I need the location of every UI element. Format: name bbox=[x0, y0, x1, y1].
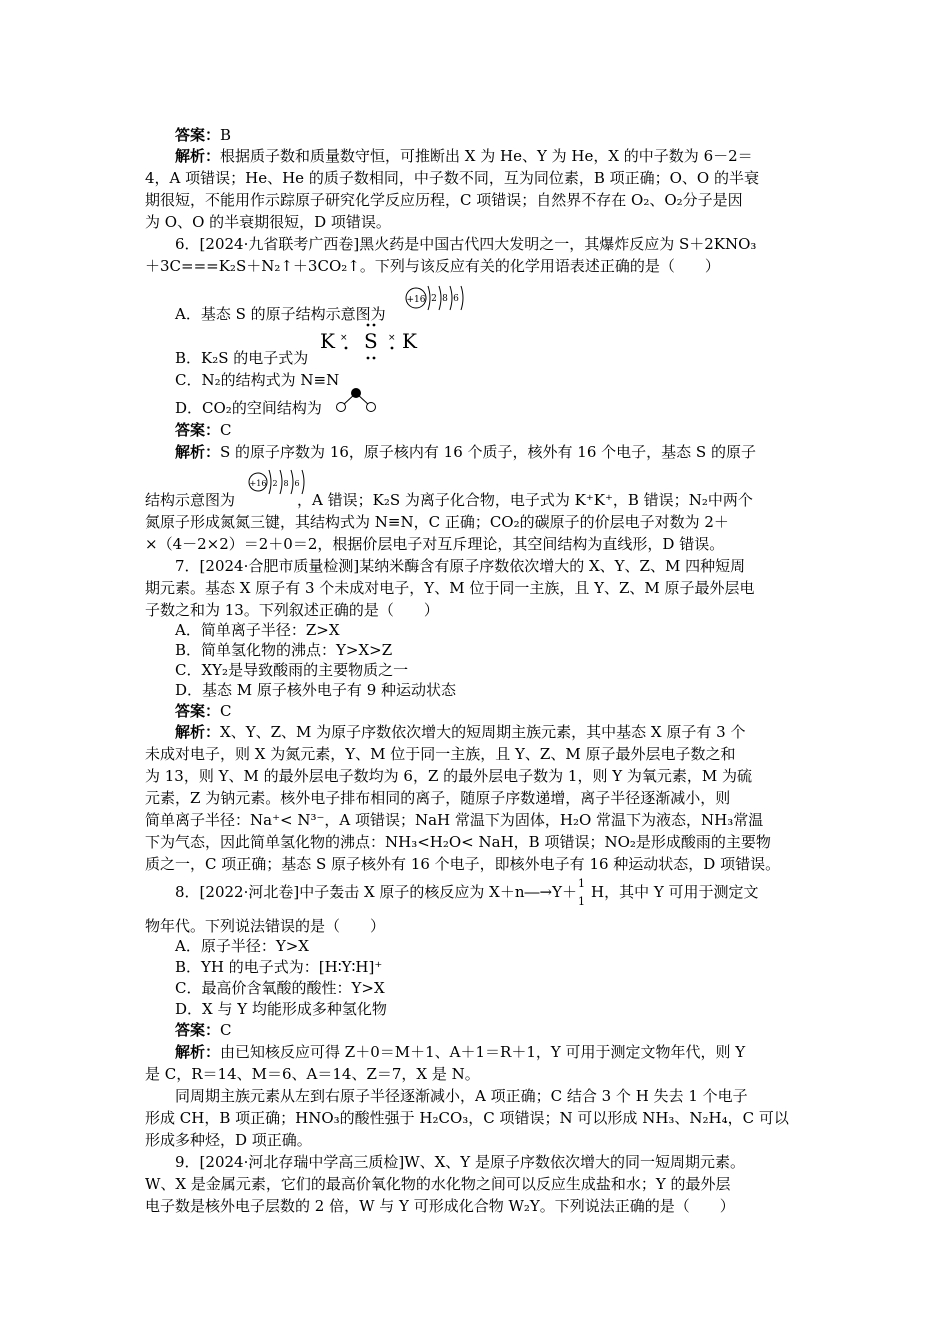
q7-option-d: D．基态 M 原子核外电子有 9 种运动状态 bbox=[175, 681, 457, 699]
q7-answer-label: 答案： bbox=[175, 702, 221, 720]
q5-analysis-line: 4，A 项错误；He、He 的质子数相同，中子数不同，互为同位素，B 项正确；O、O 的半衰 bbox=[145, 169, 759, 187]
q5-analysis-line: 为 O、O 的半衰期很短，D 项错误。 bbox=[145, 213, 391, 231]
q9-stem-line: 9．[2024·河北存瑞中学高三质检]W、X、Y 是原子序数依次增大的同一短周期元素。 bbox=[175, 1153, 745, 1171]
q6-stem-line: 6．[2024·九省联考广西卷]黑火药是中国古代四大发明之一，其爆炸反应为 S＋2KNO₃ bbox=[175, 235, 757, 253]
q5-answer-value: B bbox=[220, 126, 232, 144]
q8-answer bbox=[175, 1020, 810, 1040]
svg-text:×: × bbox=[340, 333, 348, 343]
q8-option-a: A．原子半径：Y>X bbox=[175, 937, 309, 955]
q6-stem-line: ＋3C===K₂S＋N₂↑＋3CO₂↑。下列与该反应有关的化学用语表述正确的是（ ） bbox=[145, 257, 720, 275]
q8-analysis-label: 解析： bbox=[175, 1043, 221, 1061]
q8-analysis-line bbox=[175, 1042, 810, 1062]
atom-shell-label: 6 bbox=[453, 294, 459, 304]
q7-analysis-text: X、Y、Z、M 为原子序数依次增大的短周期主族元素，其中基态 X 原子有 3 个 bbox=[220, 723, 746, 741]
q6-answer bbox=[175, 420, 810, 440]
q6-option-b: B．K₂S 的电子式为 bbox=[175, 349, 309, 367]
q7-stem-line: 期元素。基态 X 原子有 3 个未成对电子，Y、M 位于同一主族，且 Y、Z、M 原子最外层电 bbox=[145, 579, 755, 597]
q8-stem-text: 8．[2022·河北卷]中子轰击 X 原子的核反应为 X＋n―→Y＋ bbox=[175, 883, 577, 901]
q8-analysis-line: 形成多种烃，D 项正确。 bbox=[145, 1131, 312, 1149]
q8-analysis-text: 由已知核反应可得 Z＋0＝M＋1、A＋1＝R＋1，Y 可用于测定文物年代，则 Y bbox=[220, 1043, 746, 1061]
q8-answer-label: 答案： bbox=[175, 1021, 221, 1039]
q5-answer-label: 答案： bbox=[175, 126, 221, 144]
q6-option-a: A．基态 S 的原子结构示意图为 bbox=[175, 305, 386, 323]
q6-option-d: D．CO₂的空间结构为 bbox=[175, 399, 322, 417]
q8-stem-line: 物年代。下列说法错误的是（ ） bbox=[145, 917, 386, 935]
k2s-electron-formula bbox=[318, 320, 428, 362]
q5-analysis-line bbox=[175, 146, 810, 166]
q7-analysis-line: 下为气态，因此简单氢化物的沸点：NH₃<H₂O< NaH，B 项错误；NO₂是形成酸雨的主要物 bbox=[145, 833, 771, 851]
q6-analysis-text: ，A 错误；K₂S 为离子化合物，电子式为 K⁺K⁺，B 错误；N₂中两个 bbox=[297, 491, 753, 509]
q8-analysis-line: 同周期主族元素从左到右原子半径逐渐减小，A 项正确；C 结合 3 个 H 失去 1 个电子 bbox=[175, 1087, 748, 1105]
nuclide-atomic-number: 1 bbox=[577, 895, 585, 908]
q7-analysis-line: 为 13，则 Y、M 的最外层电子数均为 6，Z 的最外层电子数为 1，则 Y 为氧元素，M 为硫 bbox=[145, 767, 753, 785]
atom-shell-label: 8 bbox=[442, 294, 448, 304]
atom-shell-label: 2 bbox=[272, 479, 278, 488]
svg-text:×: × bbox=[388, 333, 396, 343]
atom-nucleus-label: +16 bbox=[406, 295, 426, 305]
q7-option-b: B．简单氢化物的沸点：Y>X>Z bbox=[175, 641, 393, 659]
q7-option-c: C．XY₂是导致酸雨的主要物质之一 bbox=[175, 661, 409, 679]
hydrogen-nuclide bbox=[577, 877, 591, 908]
q7-analysis-line: 简单离子半径：Na⁺< N³⁻，A 项错误；NaH 常温下为固体，H₂O 常温下为液态，NH₃常温 bbox=[145, 811, 764, 829]
q7-analysis-line: 元素，Z 为钠元素。核外电子排布相同的离子，随原子序数递增，离子半径逐渐减小，则 bbox=[145, 789, 731, 807]
q7-option-a: A．简单离子半径：Z>X bbox=[175, 621, 340, 639]
q6-option-c: C．N₂的结构式为 N≡N bbox=[175, 371, 340, 389]
atom-shell-label: 8 bbox=[283, 479, 289, 488]
q7-answer bbox=[175, 701, 810, 721]
q8-analysis-line: 形成 CH，B 项正确；HNO₃的酸性强于 H₂CO₃，C 项错误；N 可以形成 NH₃、N₂H₄，C 可以 bbox=[145, 1109, 789, 1127]
q6-analysis-label: 解析： bbox=[175, 443, 221, 461]
q8-option-b: B．YH 的电子式为：[H∶Y∶H]⁺ bbox=[175, 958, 383, 976]
q6-analysis-line: 氮原子形成氮氮三键，其结构式为 N≡N，C 正确；CO₂的碳原子的价层电子对数为 2＋ bbox=[145, 513, 729, 531]
q5-analysis-label: 解析： bbox=[175, 147, 221, 165]
q7-stem-line: 子数之和为 13。下列叙述正确的是（ ） bbox=[145, 601, 439, 619]
nuclide-mass-number: 1 bbox=[577, 877, 585, 890]
atom-shell-label: 6 bbox=[294, 479, 300, 488]
q9-stem-line: W、X 是金属元素，它们的最高价氧化物的水化物之间可以反应生成盐和水；Y 的最外层 bbox=[145, 1175, 731, 1193]
q6-analysis-line bbox=[175, 442, 810, 462]
q6-analysis-line bbox=[145, 490, 810, 510]
q7-answer-value: C bbox=[220, 702, 232, 720]
electron-formula-k: K bbox=[402, 329, 417, 353]
q5-analysis-line: 期很短，不能用作示踪原子研究化学反应历程，C 项错误；自然界不存在 O₂、O₂分子是因 bbox=[145, 191, 743, 209]
electron-formula-s: S bbox=[364, 329, 378, 353]
q8-option-c: C．最高价含氧酸的酸性：Y>X bbox=[175, 979, 385, 997]
q7-analysis-line: 质之一，C 项正确；基态 S 原子核外有 16 个电子，即核外电子有 16 种运动状态，D 项错误。 bbox=[145, 855, 781, 873]
co2-bent-structure bbox=[334, 386, 380, 416]
q9-stem-line: 电子数是核外电子层数的 2 倍，W 与 Y 可形成化合物 W₂Y。下列说法正确的是（ ） bbox=[145, 1197, 735, 1215]
sulfur-atom-diagram-small bbox=[246, 462, 310, 498]
q8-option-d: D．X 与 Y 均能形成多种氢化物 bbox=[175, 1000, 387, 1018]
q8-stem-text: ，其中 Y 可用于测定文 bbox=[604, 883, 759, 901]
q6-analysis-line: ×（4－2×2）＝2＋0＝2，根据价层电子对互斥理论，其空间结构为直线形，D 错误。 bbox=[145, 535, 725, 553]
electron-formula-k: K bbox=[320, 329, 335, 353]
atom-shell-label: 2 bbox=[431, 294, 437, 304]
q6-answer-value: C bbox=[220, 421, 232, 439]
q8-answer-value: C bbox=[220, 1021, 232, 1039]
q8-stem-line bbox=[175, 877, 810, 908]
q7-stem-line: 7．[2024·合肥市质量检测]某纳米酶含有原子序数依次增大的 X、Y、Z、M 四种短周 bbox=[175, 557, 746, 575]
q7-analysis-line: 未成对电子，则 X 为氮元素，Y、M 位于同一主族，且 Y、Z、M 原子最外层电子数之和 bbox=[145, 745, 736, 763]
q5-answer bbox=[175, 125, 810, 145]
q6-analysis-text: 结构示意图为 bbox=[145, 491, 236, 509]
nuclide-symbol: H bbox=[590, 883, 605, 901]
q7-analysis-line bbox=[175, 722, 810, 742]
q6-analysis-text: S 的原子序数为 16，原子核内有 16 个质子，核外有 16 个电子，基态 S 的原子 bbox=[220, 443, 756, 461]
q8-analysis-line: 是 C，R＝14、M＝6、A＝14、Z＝7，X 是 N。 bbox=[145, 1065, 480, 1083]
q5-analysis-text: 根据质子数和质量数守恒，可推断出 X 为 He、Y 为 He，X 的中子数为 6－2＝ bbox=[220, 147, 753, 165]
atom-nucleus-label: +16 bbox=[249, 479, 267, 488]
q7-analysis-label: 解析： bbox=[175, 723, 221, 741]
q6-answer-label: 答案： bbox=[175, 421, 221, 439]
